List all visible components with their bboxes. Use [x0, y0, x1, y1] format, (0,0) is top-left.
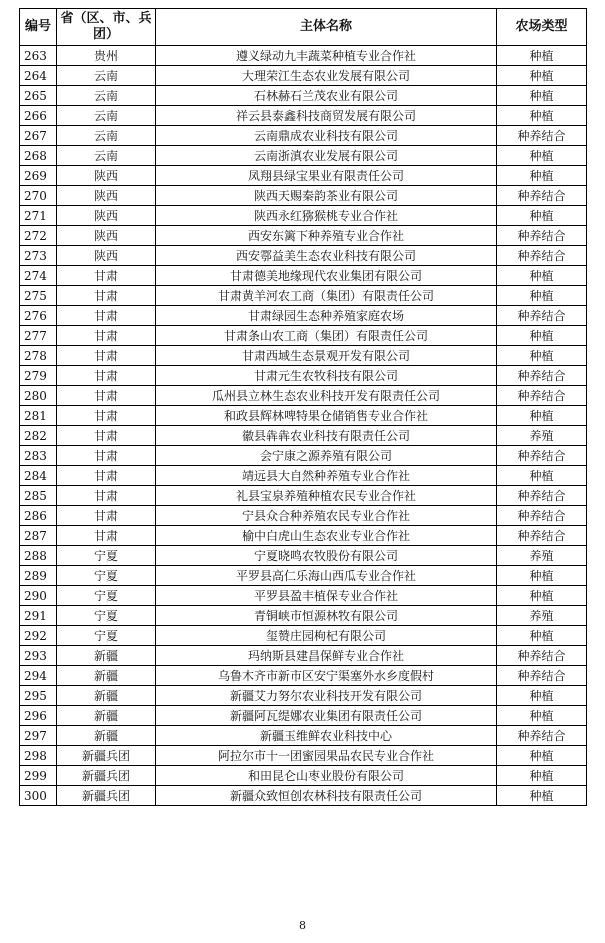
cell-entity-name: 阿拉尔市十一团蜜园果品农民专业合作社 — [156, 746, 497, 766]
cell-province: 甘肃 — [57, 266, 156, 286]
table-row — [20, 426, 587, 446]
cell-entity-name: 新疆众致恒创农林科技有限责任公司 — [156, 786, 497, 806]
cell-number: 270 — [20, 186, 57, 206]
table-row — [20, 666, 587, 686]
cell-number: 277 — [20, 326, 57, 346]
cell-entity-name: 西安东篱下种养殖专业合作社 — [156, 226, 497, 246]
cell-entity-name: 会宁康之源养殖有限公司 — [156, 446, 497, 466]
table-row — [20, 486, 587, 506]
cell-number: 297 — [20, 726, 57, 746]
cell-entity-name: 陕西永红猕猴桃专业合作社 — [156, 206, 497, 226]
cell-province: 新疆 — [57, 706, 156, 726]
cell-farm-type: 种养结合 — [497, 386, 587, 406]
cell-number: 281 — [20, 406, 57, 426]
cell-entity-name: 平罗县高仁乐海山西瓜专业合作社 — [156, 566, 497, 586]
cell-entity-name: 玺赞庄园枸杞有限公司 — [156, 626, 497, 646]
table-row — [20, 386, 587, 406]
cell-entity-name: 徽县犇犇农业科技有限责任公司 — [156, 426, 497, 446]
cell-farm-type: 养殖 — [497, 606, 587, 626]
table-row — [20, 726, 587, 746]
table-row — [20, 606, 587, 626]
cell-entity-name: 礼县宝泉养殖种植农民专业合作社 — [156, 486, 497, 506]
cell-province: 新疆 — [57, 686, 156, 706]
cell-farm-type: 种养结合 — [497, 186, 587, 206]
cell-entity-name: 遵义绿动九丰蔬菜种植专业合作社 — [156, 46, 497, 66]
page-number: 8 — [299, 919, 306, 932]
table-row — [20, 366, 587, 386]
cell-farm-type: 种养结合 — [497, 486, 587, 506]
cell-entity-name: 玛纳斯县建昌保鲜专业合作社 — [156, 646, 497, 666]
table-row — [20, 446, 587, 466]
cell-entity-name: 甘肃绿园生态种养殖家庭农场 — [156, 306, 497, 326]
cell-province: 陕西 — [57, 166, 156, 186]
cell-farm-type: 种植 — [497, 346, 587, 366]
cell-farm-type: 种植 — [497, 746, 587, 766]
cell-farm-type: 种植 — [497, 406, 587, 426]
table-row — [20, 286, 587, 306]
cell-entity-name: 甘肃元生农牧科技有限公司 — [156, 366, 497, 386]
cell-province: 宁夏 — [57, 606, 156, 626]
table-row — [20, 46, 587, 66]
cell-farm-type: 种植 — [497, 66, 587, 86]
cell-province: 甘肃 — [57, 306, 156, 326]
cell-province: 陕西 — [57, 246, 156, 266]
cell-farm-type: 种植 — [497, 86, 587, 106]
table-row — [20, 746, 587, 766]
cell-number: 274 — [20, 266, 57, 286]
table-row — [20, 526, 587, 546]
cell-farm-type: 种植 — [497, 146, 587, 166]
cell-number: 288 — [20, 546, 57, 566]
cell-number: 269 — [20, 166, 57, 186]
cell-province: 甘肃 — [57, 466, 156, 486]
cell-number: 295 — [20, 686, 57, 706]
cell-number: 284 — [20, 466, 57, 486]
cell-province: 新疆 — [57, 666, 156, 686]
cell-province: 宁夏 — [57, 546, 156, 566]
cell-number: 271 — [20, 206, 57, 226]
cell-province: 甘肃 — [57, 406, 156, 426]
table-row — [20, 206, 587, 226]
cell-farm-type: 种植 — [497, 586, 587, 606]
cell-number: 272 — [20, 226, 57, 246]
cell-farm-type: 种养结合 — [497, 526, 587, 546]
cell-province: 云南 — [57, 86, 156, 106]
table-row — [20, 766, 587, 786]
cell-province: 宁夏 — [57, 566, 156, 586]
cell-entity-name: 和田昆仑山枣业股份有限公司 — [156, 766, 497, 786]
table-row — [20, 546, 587, 566]
table-row — [20, 246, 587, 266]
cell-farm-type: 种植 — [497, 166, 587, 186]
cell-province: 甘肃 — [57, 526, 156, 546]
table-row — [20, 586, 587, 606]
cell-entity-name: 云南鼎成农业科技有限公司 — [156, 126, 497, 146]
cell-entity-name: 新疆玉维鲜农业科技中心 — [156, 726, 497, 746]
table-row — [20, 266, 587, 286]
table-row — [20, 406, 587, 426]
table-row — [20, 86, 587, 106]
cell-province: 甘肃 — [57, 506, 156, 526]
cell-farm-type: 种养结合 — [497, 226, 587, 246]
header-number: 编号 — [20, 9, 57, 46]
cell-entity-name: 新疆艾力努尔农业科技开发有限公司 — [156, 686, 497, 706]
table-row — [20, 786, 587, 806]
cell-province: 云南 — [57, 106, 156, 126]
table-row — [20, 186, 587, 206]
cell-province: 云南 — [57, 126, 156, 146]
table-row — [20, 506, 587, 526]
cell-farm-type: 种植 — [497, 766, 587, 786]
cell-entity-name: 祥云县泰鑫科技商贸发展有限公司 — [156, 106, 497, 126]
table-row — [20, 346, 587, 366]
cell-number: 264 — [20, 66, 57, 86]
cell-entity-name: 青铜峡市恒源林牧有限公司 — [156, 606, 497, 626]
cell-province: 新疆兵团 — [57, 786, 156, 806]
cell-farm-type: 种植 — [497, 206, 587, 226]
cell-number: 275 — [20, 286, 57, 306]
table-row — [20, 106, 587, 126]
cell-number: 265 — [20, 86, 57, 106]
cell-farm-type: 种植 — [497, 626, 587, 646]
cell-province: 甘肃 — [57, 386, 156, 406]
cell-province: 陕西 — [57, 226, 156, 246]
cell-entity-name: 大理荣江生态农业发展有限公司 — [156, 66, 497, 86]
cell-number: 282 — [20, 426, 57, 446]
table-row — [20, 126, 587, 146]
cell-number: 263 — [20, 46, 57, 66]
table-row — [20, 566, 587, 586]
cell-farm-type: 种植 — [497, 466, 587, 486]
cell-entity-name: 甘肃西域生态景观开发有限公司 — [156, 346, 497, 366]
cell-number: 283 — [20, 446, 57, 466]
cell-number: 278 — [20, 346, 57, 366]
table-row — [20, 66, 587, 86]
table-header-row — [20, 9, 587, 46]
cell-farm-type: 种植 — [497, 566, 587, 586]
cell-farm-type: 种养结合 — [497, 446, 587, 466]
cell-farm-type: 种植 — [497, 106, 587, 126]
cell-province: 甘肃 — [57, 326, 156, 346]
cell-number: 291 — [20, 606, 57, 626]
cell-farm-type: 种养结合 — [497, 666, 587, 686]
table-row — [20, 686, 587, 706]
cell-province: 陕西 — [57, 206, 156, 226]
cell-farm-type: 种植 — [497, 286, 587, 306]
cell-entity-name: 宁县众合种养殖农民专业合作社 — [156, 506, 497, 526]
cell-entity-name: 乌鲁木齐市新市区安宁渠塞外水乡度假村 — [156, 666, 497, 686]
cell-number: 290 — [20, 586, 57, 606]
cell-number: 299 — [20, 766, 57, 786]
cell-entity-name: 甘肃条山农工商（集团）有限责任公司 — [156, 326, 497, 346]
table-row — [20, 626, 587, 646]
cell-farm-type: 种养结合 — [497, 366, 587, 386]
cell-entity-name: 新疆阿瓦缇娜农业集团有限责任公司 — [156, 706, 497, 726]
cell-number: 273 — [20, 246, 57, 266]
cell-farm-type: 养殖 — [497, 426, 587, 446]
table-row — [20, 706, 587, 726]
cell-entity-name: 石林赫石兰茂农业有限公司 — [156, 86, 497, 106]
cell-farm-type: 种养结合 — [497, 306, 587, 326]
cell-province: 新疆 — [57, 726, 156, 746]
cell-entity-name: 凤翔县绿宝果业有限责任公司 — [156, 166, 497, 186]
cell-farm-type: 种植 — [497, 686, 587, 706]
cell-number: 268 — [20, 146, 57, 166]
cell-entity-name: 瓜州县立林生态农业科技开发有限责任公司 — [156, 386, 497, 406]
cell-farm-type: 种植 — [497, 46, 587, 66]
header-province: 省（区、市、兵团） — [57, 9, 156, 46]
cell-number: 280 — [20, 386, 57, 406]
table-row — [20, 466, 587, 486]
cell-farm-type: 种养结合 — [497, 646, 587, 666]
cell-number: 266 — [20, 106, 57, 126]
cell-farm-type: 种植 — [497, 326, 587, 346]
table-row — [20, 326, 587, 346]
cell-farm-type: 养殖 — [497, 546, 587, 566]
cell-farm-type: 种植 — [497, 266, 587, 286]
cell-province: 陕西 — [57, 186, 156, 206]
cell-farm-type: 种养结合 — [497, 246, 587, 266]
cell-number: 293 — [20, 646, 57, 666]
cell-entity-name: 云南浙滇农业发展有限公司 — [156, 146, 497, 166]
cell-number: 296 — [20, 706, 57, 726]
cell-province: 甘肃 — [57, 486, 156, 506]
cell-entity-name: 宁夏晓鸣农牧股份有限公司 — [156, 546, 497, 566]
cell-farm-type: 种养结合 — [497, 726, 587, 746]
cell-entity-name: 榆中白虎山生态农业专业合作社 — [156, 526, 497, 546]
table-row — [20, 146, 587, 166]
cell-province: 宁夏 — [57, 626, 156, 646]
cell-number: 298 — [20, 746, 57, 766]
cell-number: 294 — [20, 666, 57, 686]
cell-number: 285 — [20, 486, 57, 506]
cell-province: 云南 — [57, 66, 156, 86]
cell-province: 新疆兵团 — [57, 746, 156, 766]
cell-province: 贵州 — [57, 46, 156, 66]
cell-entity-name: 和政县辉林啤特果仓储销售专业合作社 — [156, 406, 497, 426]
cell-number: 287 — [20, 526, 57, 546]
cell-province: 甘肃 — [57, 426, 156, 446]
header-farm-type: 农场类型 — [497, 9, 587, 46]
cell-province: 云南 — [57, 146, 156, 166]
cell-province: 新疆 — [57, 646, 156, 666]
cell-province: 甘肃 — [57, 446, 156, 466]
cell-entity-name: 甘肃黄羊河农工商（集团）有限责任公司 — [156, 286, 497, 306]
cell-entity-name: 甘肃德美地缘现代农业集团有限公司 — [156, 266, 497, 286]
cell-farm-type: 种植 — [497, 706, 587, 726]
cell-number: 276 — [20, 306, 57, 326]
cell-number: 292 — [20, 626, 57, 646]
table-row — [20, 306, 587, 326]
cell-entity-name: 靖远县大自然种养殖专业合作社 — [156, 466, 497, 486]
cell-entity-name: 平罗县盈丰植保专业合作社 — [156, 586, 497, 606]
cell-entity-name: 陕西天赐秦韵茶业有限公司 — [156, 186, 497, 206]
cell-entity-name: 西安鄠益美生态农业科技有限公司 — [156, 246, 497, 266]
cell-farm-type: 种养结合 — [497, 506, 587, 526]
header-entity-name: 主体名称 — [156, 9, 497, 46]
cell-province: 甘肃 — [57, 346, 156, 366]
cell-province: 甘肃 — [57, 286, 156, 306]
cell-province: 宁夏 — [57, 586, 156, 606]
table-row — [20, 166, 587, 186]
farm-list-table — [19, 8, 587, 806]
cell-number: 286 — [20, 506, 57, 526]
table-row — [20, 226, 587, 246]
cell-province: 新疆兵团 — [57, 766, 156, 786]
cell-farm-type: 种植 — [497, 786, 587, 806]
cell-farm-type: 种养结合 — [497, 126, 587, 146]
cell-number: 267 — [20, 126, 57, 146]
cell-number: 300 — [20, 786, 57, 806]
cell-number: 289 — [20, 566, 57, 586]
cell-province: 甘肃 — [57, 366, 156, 386]
cell-number: 279 — [20, 366, 57, 386]
table-row — [20, 646, 587, 666]
